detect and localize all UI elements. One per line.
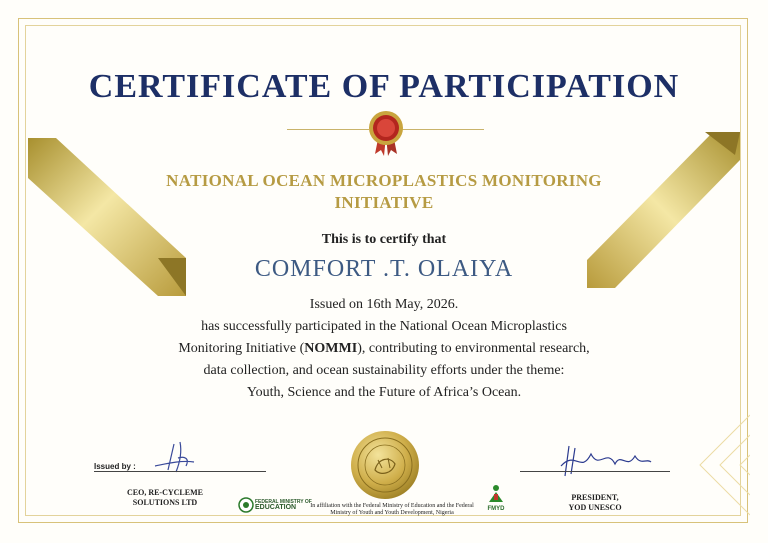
right-title-line-2: YOD UNESCO [568, 503, 622, 512]
moe-small-text: FEDERAL MINISTRY OF [255, 499, 312, 505]
seal-icon [350, 430, 420, 500]
body-line-4: Youth, Science and the Future of Africa’s Ocean. [246, 385, 522, 400]
moe-big-text: EDUCATION [255, 504, 297, 511]
fmyd-logo [486, 482, 506, 504]
right-title-line-1: PRESIDENT, [571, 493, 619, 502]
corner-ornament [680, 405, 750, 525]
left-title-line-1: CEO, RE-CYCLEME [126, 488, 203, 497]
nommi-abbrev: NOMMI [304, 341, 358, 356]
recipient-name: COMFORT .T. OLAIYA [254, 256, 514, 282]
issued-by-label: Issued by : [94, 462, 136, 471]
initiative-name: NATIONAL OCEAN MICROPLASTICS MONITORING INITIATIVE [166, 171, 602, 212]
right-signature [555, 440, 655, 480]
title-rule-left [287, 129, 369, 130]
body-line-3: data collection, and ocean sustainability efforts under the theme: [203, 363, 565, 378]
body-line-1: has successfully participated in the National Ocean Microplastics [201, 319, 567, 334]
certificate-title: CERTIFICATE OF PARTICIPATION [88, 68, 680, 105]
title-rule-right [402, 129, 484, 130]
left-signature [150, 438, 200, 478]
right-signature-line [520, 471, 670, 472]
affiliation-text: In affiliation with the Federal Ministry of Education and the Federal Ministry of Youth and Youth Development, Nigeria [310, 503, 474, 516]
right-signatory-title [540, 493, 650, 513]
ministry-education-logo [238, 497, 254, 513]
body-line-2 [140, 338, 628, 360]
certificate-body [140, 294, 628, 404]
body-line-2-post: ), contributing to environmental research, [357, 341, 590, 356]
issued-date: Issued on 16th May, 2026. [309, 297, 459, 312]
medal-icon [366, 108, 406, 158]
left-signatory-title [100, 488, 230, 508]
left-title-line-2: SOLUTIONS LTD [132, 498, 198, 507]
body-line-2-pre: Monitoring Initiative ( [178, 341, 305, 356]
certify-text: This is to certify that [321, 232, 447, 247]
left-signature-line [94, 471, 266, 472]
fmyd-label: FMYD [487, 506, 505, 512]
